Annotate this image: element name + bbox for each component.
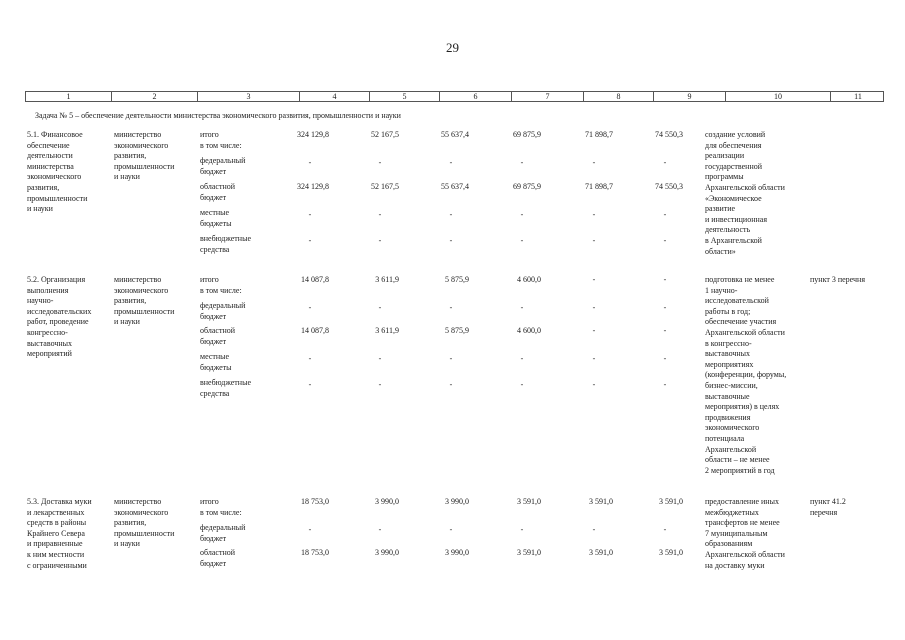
value-regional: 5 875,9 — [445, 326, 469, 335]
source-offbudget: внебюджетные средства — [200, 378, 251, 398]
value-regional: 69 875,9 — [513, 182, 541, 191]
value-federal: - — [378, 303, 382, 312]
column-header: 3 — [197, 92, 299, 102]
value-offbudget: - — [378, 236, 382, 245]
value-federal: - — [520, 303, 524, 312]
value-federal: - — [378, 525, 382, 534]
value-federal: - — [449, 525, 453, 534]
value-local: - — [378, 210, 382, 219]
value-federal: - — [449, 158, 453, 167]
column-header: 10 — [725, 92, 830, 102]
value-local: - — [449, 210, 453, 219]
value-regional: - — [592, 326, 596, 335]
value-local: - — [378, 354, 382, 363]
value-total: 3 591,0 — [517, 497, 541, 506]
value-federal: - — [520, 525, 524, 534]
source-offbudget: внебюджетные средства — [200, 234, 251, 254]
value-federal: - — [308, 303, 312, 312]
value-federal: - — [663, 303, 667, 312]
value-federal: - — [592, 525, 596, 534]
value-local: - — [663, 210, 667, 219]
value-total: 4 600,0 — [517, 275, 541, 284]
value-offbudget: - — [663, 380, 667, 389]
source-federal: федеральный бюджет — [200, 523, 246, 543]
value-total: 3 591,0 — [659, 497, 683, 506]
value-offbudget: - — [592, 380, 596, 389]
value-total: 14 087,8 — [301, 275, 329, 284]
column-header: 9 — [653, 92, 725, 102]
value-federal: - — [592, 303, 596, 312]
value-regional: 3 591,0 — [659, 548, 683, 557]
note: пункт 41.2 перечня — [810, 497, 846, 517]
activity-name: 5.2. Организация выполнения научно- исследовательских работ, проведение конгрессно- выставочных мероприятий — [27, 275, 92, 359]
value-federal: - — [520, 158, 524, 167]
value-local: - — [520, 210, 524, 219]
value-federal: - — [449, 303, 453, 312]
source-regional: областной бюджет — [200, 182, 236, 202]
value-total: - — [592, 275, 596, 284]
value-total: 5 875,9 — [445, 275, 469, 284]
value-regional: 3 591,0 — [589, 548, 613, 557]
value-federal: - — [592, 158, 596, 167]
value-regional: 3 611,9 — [375, 326, 399, 335]
executor: министерство экономического развития, промышленности и науки — [114, 130, 175, 182]
column-header: 1 — [66, 92, 71, 101]
expected-result: подготовка не менее 1 научно- исследовательской работы в год; обеспечение участия Архангельской области в конгрессно- выставочных мероприятиях (конференции, форумы, бизнес-миссии, выставочные мероприятия) в целях продвижения экономического потенциала Архангельской области – не менее 2 мероприятий в год — [705, 275, 787, 475]
value-local: - — [520, 354, 524, 363]
value-total: 71 898,7 — [585, 130, 613, 139]
value-total: - — [663, 275, 667, 284]
value-offbudget: - — [308, 236, 312, 245]
value-regional: 74 550,3 — [655, 182, 683, 191]
value-offbudget: - — [449, 236, 453, 245]
value-offbudget: - — [520, 380, 524, 389]
value-total: 3 990,0 — [445, 497, 469, 506]
source-total: итого в том числе: — [200, 275, 242, 295]
value-regional: 18 753,0 — [301, 548, 329, 557]
page-number: 29 — [446, 40, 459, 55]
value-local: - — [449, 354, 453, 363]
source-local: местные бюджеты — [200, 352, 232, 372]
note: пункт 3 перечня — [810, 275, 866, 284]
column-header: 11 — [830, 92, 885, 102]
value-regional: 4 600,0 — [517, 326, 541, 335]
value-local: - — [663, 354, 667, 363]
column-header-row — [25, 91, 884, 102]
value-federal: - — [663, 158, 667, 167]
expected-result: создание условий для обеспечения реализации государственной программы Архангельской области «Экономическое развитие и инвестиционная деятельность в Архангельской области» — [705, 130, 785, 256]
column-header: 7 — [511, 92, 583, 102]
source-total: итого в том числе: — [200, 130, 242, 150]
value-local: - — [592, 210, 596, 219]
value-total: 3 611,9 — [375, 275, 399, 284]
activity-name: 5.1. Финансовое обеспечение деятельности министерства экономического развития, промышленности и науки — [27, 130, 88, 214]
value-total: 52 167,5 — [371, 130, 399, 139]
value-regional: 3 591,0 — [517, 548, 541, 557]
source-regional: областной бюджет — [200, 548, 236, 568]
source-federal: федеральный бюджет — [200, 301, 246, 321]
value-total: 74 550,3 — [655, 130, 683, 139]
value-local: - — [308, 354, 312, 363]
column-header: 2 — [111, 92, 197, 102]
expected-result: предоставление иных межбюджетных трансфертов не менее 7 муниципальным образованиям Архангельской области на доставку муки — [705, 497, 785, 570]
value-offbudget: - — [378, 380, 382, 389]
value-regional: 55 637,4 — [441, 182, 469, 191]
value-federal: - — [308, 525, 312, 534]
value-offbudget: - — [520, 236, 524, 245]
executor: министерство экономического развития, промышленности и науки — [114, 275, 175, 327]
value-federal: - — [378, 158, 382, 167]
value-total: 69 875,9 — [513, 130, 541, 139]
activity-name: 5.3. Доставка муки и лекарственных средств в районы Крайнего Севера и приравненные к ним местности с ограниченными — [27, 497, 92, 570]
value-total: 3 990,0 — [375, 497, 399, 506]
source-federal: федеральный бюджет — [200, 156, 246, 176]
column-header: 8 — [583, 92, 653, 102]
value-federal: - — [308, 158, 312, 167]
value-offbudget: - — [663, 236, 667, 245]
value-total: 18 753,0 — [301, 497, 329, 506]
value-regional: 71 898,7 — [585, 182, 613, 191]
column-header: 4 — [299, 92, 369, 102]
value-regional: - — [663, 326, 667, 335]
source-total: итого в том числе: — [200, 497, 242, 517]
executor: министерство экономического развития, промышленности и науки — [114, 497, 175, 549]
value-total: 55 637,4 — [441, 130, 469, 139]
value-offbudget: - — [449, 380, 453, 389]
task-title: Задача № 5 – обеспечение деятельности министерства экономического развития, промышленности и науки — [35, 111, 401, 120]
column-header: 5 — [369, 92, 439, 102]
value-offbudget: - — [592, 236, 596, 245]
value-offbudget: - — [308, 380, 312, 389]
source-regional: областной бюджет — [200, 326, 236, 346]
value-federal: - — [663, 525, 667, 534]
value-regional: 3 990,0 — [375, 548, 399, 557]
value-regional: 3 990,0 — [445, 548, 469, 557]
value-regional: 324 129,8 — [297, 182, 329, 191]
value-total: 3 591,0 — [589, 497, 613, 506]
value-local: - — [308, 210, 312, 219]
value-local: - — [592, 354, 596, 363]
value-regional: 52 167,5 — [371, 182, 399, 191]
value-total: 324 129,8 — [297, 130, 329, 139]
source-local: местные бюджеты — [200, 208, 232, 228]
column-header: 6 — [439, 92, 511, 102]
value-regional: 14 087,8 — [301, 326, 329, 335]
